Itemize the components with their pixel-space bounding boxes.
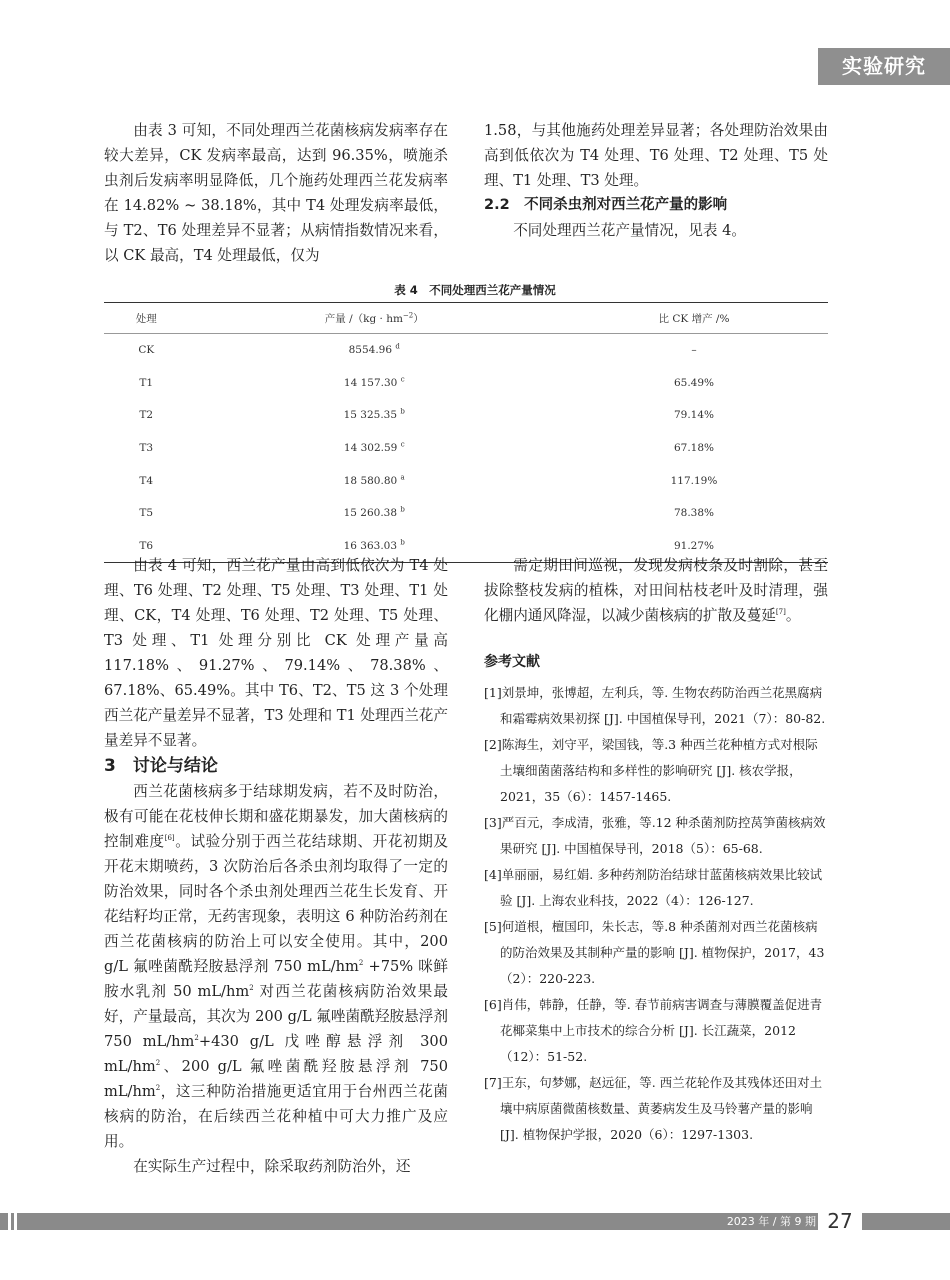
reference-item: [1]刘景坤，张博超，左利兵，等. 生物农药防治西兰花黑腐病和霜霉病效果初探 [J]. 中国植保导刊，2021（7）：80-82. [484, 685, 826, 726]
bottom-left-column [104, 553, 448, 1179]
body-paragraph: 由表 3 可知，不同处理西兰花菌核病发病率存在较大差异，CK 发病率最高，达到 96.35%，喷施杀虫剂后发病率明显降低，几个施药处理西兰花发病率在 14.82% ~ 38.18%，其中 T4 处理发病率最低，与 T2、T6 处理差异不显著；从病情指数情况来看，以 CK 最高，T4 处理最低，仅为 [104, 122, 448, 264]
reference-item: [4]单丽丽，易红娟. 多种药剂防治结球甘蓝菌核病效果比较试验 [J]. 上海农业科技，2022（4）：126-127. [484, 867, 823, 908]
significance-letter: a [400, 473, 405, 482]
cell-increase: 65.49% [673, 376, 714, 389]
footer-stripe [8, 1213, 11, 1230]
body-paragraph: 不同处理西兰花产量情况，见表 4。 [513, 222, 747, 239]
section-tag: 实验研究 [818, 48, 950, 85]
cell-treatment: T5 [139, 507, 154, 520]
body-paragraph: 由表 4 可知，西兰花产量由高到低依次为 T4 处理、T6 处理、T2 处理、T5 处理、T3 处理、T1 处理、CK，T4 处理、T6 处理、T2 处理、T5 处理、T3 处理、T1 处理分别比 CK 处理产量高 117.18%、91.27%、79.14%、78.38%、67.18%、65.49%。其中 T6、T2、T5 这 3 个处理西兰花产量差异不显著，T3 处理和 T1 处理西兰花产量差异不显著。 [104, 557, 448, 749]
table-row [104, 497, 828, 530]
cell-increase: 67.18% [673, 442, 714, 455]
table-row [104, 399, 828, 432]
cell-treatment: T4 [139, 474, 154, 487]
body-paragraph: 1.58，与其他施药处理差异显著；各处理防治效果由高到低依次为 T4 处理、T6 处理、T2 处理、T5 处理、T1 处理、T3 处理。 [484, 122, 828, 189]
body-paragraph: 需定期田间巡视，发现发病枝条及时割除，甚至拔除整枝发病的植株，对田间枯枝老叶及时清理，强化棚内通风降湿，以减少菌核病的扩散及蔓延[7]。 [484, 557, 828, 624]
table-row [104, 367, 828, 400]
reference-item: [3]严百元，李成清，张雅，等.12 种杀菌剂防控莴笋菌核病效果研究 [J]. 中国植保导刊，2018（5）：65-68. [484, 815, 826, 856]
significance-letter: b [400, 505, 405, 514]
cell-increase: 79.14% [673, 409, 714, 422]
significance-letter: c [400, 440, 405, 449]
reference-list [484, 680, 828, 1148]
issue-label: 2023 年 / 第 9 期 [726, 1215, 816, 1228]
cell-yield: 16 363.03 $^b$ [189, 530, 560, 563]
yield-table [104, 302, 828, 563]
table-header-row [104, 303, 828, 334]
references-heading: 参考文献 [484, 654, 540, 670]
table-row [104, 432, 828, 465]
cell-treatment: T1 [139, 376, 154, 389]
page-number: 27 [818, 1210, 862, 1233]
body-paragraph: 在实际生产过程中，除采取药剂防治外，还 [133, 1158, 411, 1175]
top-right-column [484, 118, 828, 243]
reference-item: [6]肖伟，韩静，任静，等. 春节前病害调查与薄膜覆盖促进青花椰菜集中上市技术的综合分析 [J]. 长江蔬菜，2012（12）：51-52. [484, 997, 823, 1064]
footer-bar [0, 1209, 950, 1233]
table-row [104, 334, 828, 367]
cell-yield: 18 580.80 $^a$ [343, 473, 405, 487]
reference-item: [5]何道根，檀国印，朱长志，等.8 种杀菌剂对西兰花菌核病的防治效果及其制种产量的影响 [J]. 植物保护，2017，43（2）：220-223. [484, 919, 825, 986]
section-heading-2-2: 2.2 不同杀虫剂对西兰花产量的影响 [484, 197, 728, 213]
cell-treatment: CK [138, 344, 155, 357]
cell-increase: – [691, 344, 697, 357]
footer-stripe [14, 1213, 17, 1230]
significance-letter: c [400, 375, 405, 384]
body-paragraph: 西兰花菌核病多于结球期发病，若不及时防治，极有可能在花枝伸长期和盛花期暴发，加大菌核病的控制难度[6]。试验分别于西兰花结球期、开花初期及开花末期喷药，3 次防治后各杀虫剂均取得了一定的防治效果，同时各个杀虫剂处理西兰花生长发育、开花结籽均正常，无药害现象，表明这 6 种防治药剂在西兰花菌核病的防治上可以安全使用。其中，200 g/L 氟唑菌酰羟胺悬浮剂 750 $mL/hm^2 +75\%$ 咪鲜胺水乳剂 50 $mL/hm^2$ 对西兰花菌核病防治效果最好，产量最高，其次为 200 g/L 氟唑菌酰羟胺悬浮剂 750 $mL/hm^2+430$ g/L 戊唑醇悬浮剂 300 $mL/hm^2$、200 g/L 氟唑菌酰羟胺悬浮剂 750 $mL/hm^2$，这三种防治措施更适宜用于台州西兰花菌核病的防治，在后续西兰花种植中可大力推广及应用。 [104, 783, 448, 1150]
bottom-right-column [484, 553, 828, 1148]
significance-letter: b [400, 538, 405, 547]
cell-yield: 14 157.30 $^c$ [343, 375, 405, 389]
cell-yield: 14 302.59 $^c$ [343, 440, 405, 455]
cell-increase: 78.38% [673, 507, 714, 520]
cell-treatment: T2 [139, 409, 154, 422]
reference-item: [2]陈海生，刘守平，梁国钱，等.3 种西兰花种植方式对根际土壤细菌菌落结构和多样性的影响研究 [J]. 核农学报，2021，35（6）：1457-1465. [484, 737, 818, 804]
col-header-treatment: 处理 [104, 303, 189, 334]
cell-increase: 91.27% [560, 530, 828, 563]
significance-letter: d [395, 342, 400, 351]
cell-treatment: T3 [139, 442, 154, 455]
cell-treatment: T6 [104, 530, 189, 563]
significance-letter: b [400, 407, 405, 416]
top-left-column [104, 118, 448, 268]
table-row [104, 464, 828, 497]
col-header-increase: 比 CK 增产 /% [560, 303, 828, 334]
cell-increase: 117.19% [670, 474, 718, 487]
col-header-yield: 产量 $/(kg \cdot hm^{-2})$ [189, 303, 560, 334]
table-caption: 表 4 不同处理西兰花产量情况 [394, 283, 556, 297]
cell-yield: 15 260.38 $^b$ [343, 505, 405, 520]
reference-item: [7]王东，句梦娜，赵远征，等. 西兰花轮作及其残体还田对土壤中病原菌微菌核数量、黄萎病发生及马铃薯产量的影响 [J]. 植物保护学报，2020（6）：1297-1303. [484, 1075, 823, 1142]
cell-yield: 8554.96 $^d$ [348, 342, 400, 357]
cell-yield: 15 325.35 $^b$ [343, 407, 405, 422]
section-heading-3: 3 讨论与结论 [104, 756, 218, 776]
